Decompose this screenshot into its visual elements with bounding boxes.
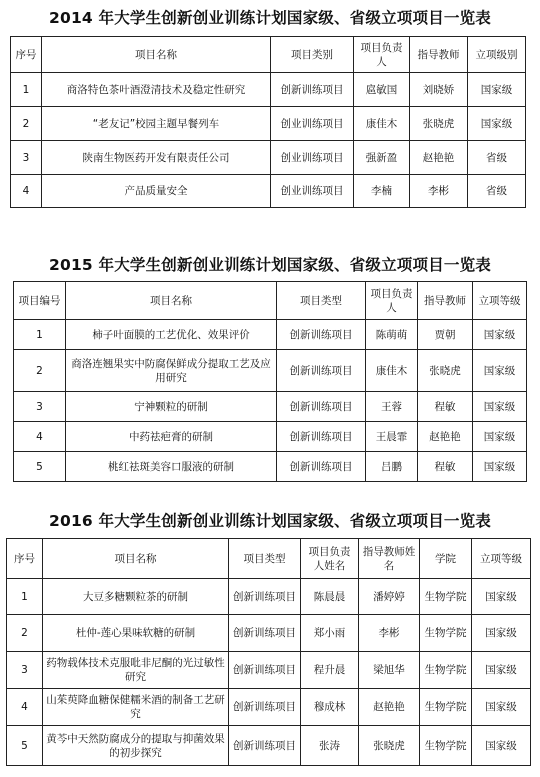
cell: 桃红祛斑美容口服液的研制 [66,452,277,482]
projects-table-2014 [10,36,526,208]
cell: 1 [14,320,66,350]
cell: 2 [14,350,66,392]
cell: 陕南生物医药开发有限责任公司 [42,141,271,175]
table-row [7,726,531,766]
cell: 创新训练项目 [277,350,366,392]
cell: 国家级 [473,422,527,452]
cell: 产品质量安全 [42,175,271,208]
cell: 创业训练项目 [271,175,354,208]
cell: 2 [7,615,43,652]
cell: 省级 [468,141,526,175]
cell: 创新训练项目 [277,392,366,422]
cell: 程敏 [418,452,473,482]
cell: 郑小雨 [301,615,359,652]
cell: 梁旭华 [359,652,420,689]
table-row [14,350,527,392]
cell: 创新训练项目 [271,73,354,107]
cell: 黄芩中天然防腐成分的提取与抑菌效果的初步探究 [43,726,229,766]
table-header-row [11,37,526,73]
header-cell: 项目类型 [229,539,301,579]
cell: 3 [11,141,42,175]
cell: 4 [14,422,66,452]
cell: 生物学院 [420,615,472,652]
header-cell: 立项等级 [473,282,527,320]
cell: 创新训练项目 [277,422,366,452]
cell: 国家级 [468,73,526,107]
projects-table-2015 [13,281,527,482]
table-row [7,652,531,689]
cell: 强新盈 [354,141,410,175]
cell: 潘婷婷 [359,579,420,615]
cell: 4 [7,689,43,726]
table-title-2015: 2015 年大学生创新创业训练计划国家级、省级立项项目一览表 [48,256,492,274]
cell: 杜仲-莲心果味软糖的研制 [43,615,229,652]
cell: 4 [11,175,42,208]
cell: 程升晨 [301,652,359,689]
cell: 李彬 [410,175,468,208]
cell: 生物学院 [420,652,472,689]
header-cell: 项目名称 [42,37,271,73]
cell: 程敏 [418,392,473,422]
cell: 生物学院 [420,579,472,615]
cell: 康佳木 [354,107,410,141]
cell: 2 [11,107,42,141]
cell: 张晓虎 [410,107,468,141]
cell: 商洛特色茶叶酒澄清技术及稳定性研究 [42,73,271,107]
cell: 宁神颗粒的研制 [66,392,277,422]
cell: 赵艳艳 [418,422,473,452]
cell: 省级 [468,175,526,208]
cell: 王晨霏 [366,422,418,452]
cell: 创新训练项目 [229,652,301,689]
cell: 康佳木 [366,350,418,392]
header-cell: 立项等级 [472,539,531,579]
table-row [14,422,527,452]
table-header-row [7,539,531,579]
cell: 陈萌萌 [366,320,418,350]
cell: 山茱萸降血糖保健糯米酒的制备工艺研究 [43,689,229,726]
table-title-2016: 2016 年大学生创新创业训练计划国家级、省级立项项目一览表 [48,512,492,530]
table-row [11,107,526,141]
header-cell: 指导教师姓名 [359,539,420,579]
cell: 创新训练项目 [277,320,366,350]
cell: 中药祛疤膏的研制 [66,422,277,452]
cell: 创业训练项目 [271,107,354,141]
cell: 国家级 [472,652,531,689]
table-row [11,141,526,175]
header-cell: 项目负责人 [366,282,418,320]
cell: 穆成林 [301,689,359,726]
cell: 大豆多糖颗粒茶的研制 [43,579,229,615]
table-row [14,452,527,482]
cell: 赵艳艳 [359,689,420,726]
header-cell: 序号 [11,37,42,73]
header-cell: 项目编号 [14,282,66,320]
cell: 1 [11,73,42,107]
cell: 5 [14,452,66,482]
cell: 1 [7,579,43,615]
cell: 国家级 [473,350,527,392]
cell: 国家级 [473,452,527,482]
cell: 国家级 [472,615,531,652]
cell: 国家级 [473,392,527,422]
header-cell: 项目负责人姓名 [301,539,359,579]
cell: 3 [14,392,66,422]
cell: 药物载体技术克服吡非尼酮的光过敏性研究 [43,652,229,689]
table-row [14,320,527,350]
cell: 创新训练项目 [229,579,301,615]
header-cell: 学院 [420,539,472,579]
cell: 张晓虎 [359,726,420,766]
header-cell: 项目类型 [277,282,366,320]
cell: 贾朝 [418,320,473,350]
cell: 创新训练项目 [229,689,301,726]
cell: 国家级 [468,107,526,141]
cell: 张涛 [301,726,359,766]
header-cell: 指导教师 [410,37,468,73]
cell: 创业训练项目 [271,141,354,175]
table-row [7,579,531,615]
table-row [7,615,531,652]
table-row [14,392,527,422]
cell: 生物学院 [420,689,472,726]
cell: 张晓虎 [418,350,473,392]
projects-table-2016 [6,538,531,766]
cell: 刘晓娇 [410,73,468,107]
cell: 国家级 [472,726,531,766]
header-cell: 序号 [7,539,43,579]
cell: 李楠 [354,175,410,208]
header-cell: 指导教师 [418,282,473,320]
table-title-2014: 2014 年大学生创新创业训练计划国家级、省级立项项目一览表 [48,9,492,27]
cell: 国家级 [472,689,531,726]
header-cell: 项目名称 [43,539,229,579]
cell: 商洛连翘果实中防腐保鲜成分提取工艺及应用研究 [66,350,277,392]
cell: 3 [7,652,43,689]
cell: 5 [7,726,43,766]
cell: 赵艳艳 [410,141,468,175]
table-header-row [14,282,527,320]
header-cell: 项目负责人 [354,37,410,73]
cell: 扈敏国 [354,73,410,107]
cell: 陈晨晨 [301,579,359,615]
header-cell: 立项级别 [468,37,526,73]
cell: 创新训练项目 [277,452,366,482]
cell: “老友记”校园主题早餐列车 [42,107,271,141]
cell: 王蓉 [366,392,418,422]
cell: 李彬 [359,615,420,652]
cell: 柿子叶面膜的工艺优化、效果评价 [66,320,277,350]
header-cell: 项目名称 [66,282,277,320]
header-cell: 项目类别 [271,37,354,73]
table-row [11,73,526,107]
cell: 生物学院 [420,726,472,766]
cell: 国家级 [472,579,531,615]
cell: 创新训练项目 [229,615,301,652]
table-row [11,175,526,208]
cell: 吕鹏 [366,452,418,482]
cell: 国家级 [473,320,527,350]
cell: 创新训练项目 [229,726,301,766]
table-row [7,689,531,726]
